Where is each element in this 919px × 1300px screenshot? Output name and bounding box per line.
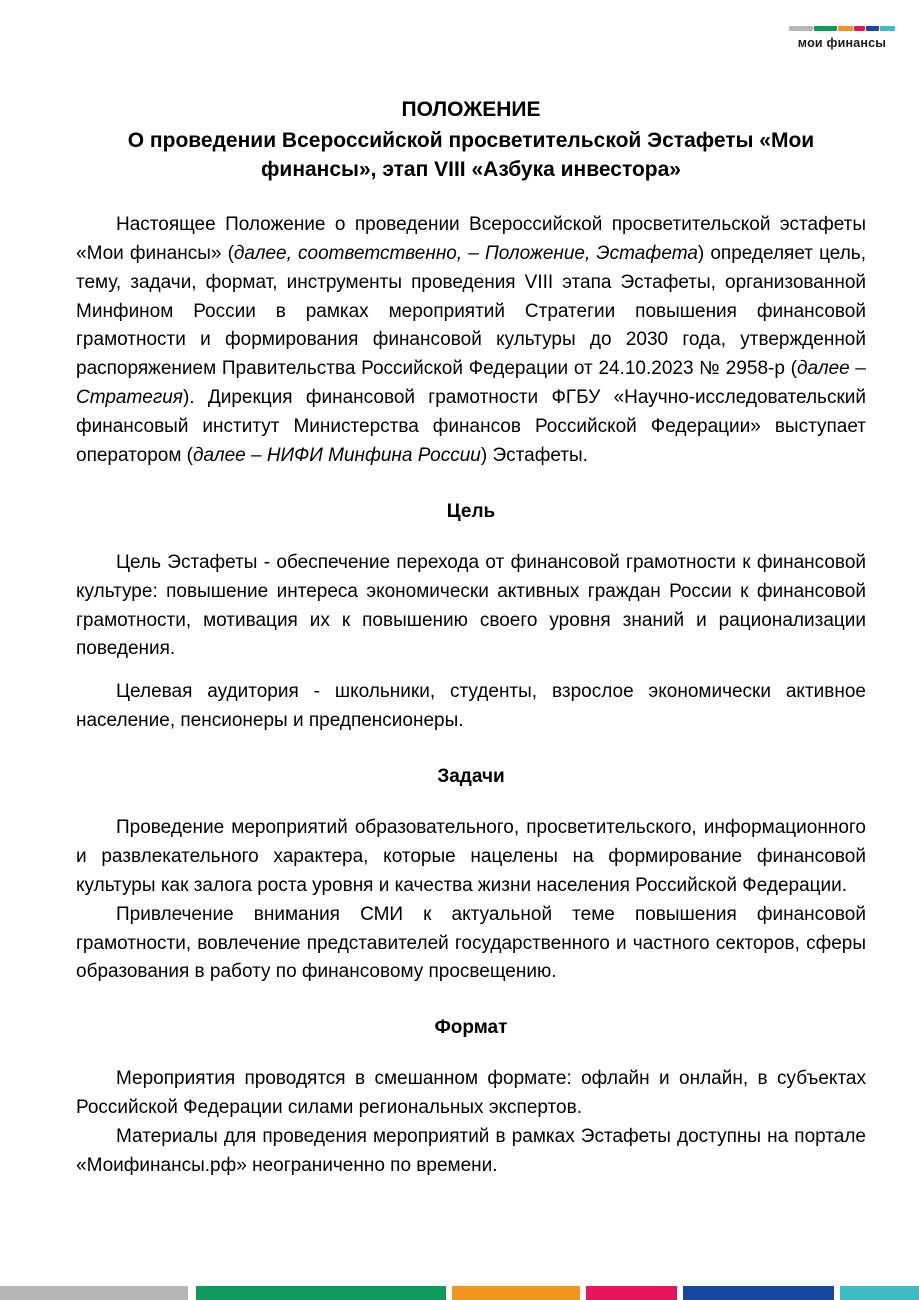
section-heading-format: Формат	[434, 1017, 508, 1039]
logo-bar-segment	[814, 26, 838, 31]
footer-bar-segment	[0, 1286, 188, 1300]
title-line-1: ПОЛОЖЕНИЕ	[401, 98, 541, 121]
section-heading-tasks: Задачи	[437, 766, 505, 788]
logo-color-bar-icon	[789, 26, 895, 31]
logo-bar-segment	[838, 26, 853, 31]
footer-color-bar	[0, 1286, 919, 1300]
footer-bar-segment	[452, 1286, 581, 1300]
footer-bar-segment	[840, 1286, 919, 1300]
intro-text-1: Настоящее Положение о проведении Всероссийской просветительской эстафеты «Мои финансы» (	[76, 213, 866, 264]
document-body	[76, 96, 866, 1181]
footer-bar-segment	[586, 1286, 677, 1300]
logo-bar-segment	[854, 26, 865, 31]
intro-paragraph	[76, 211, 866, 471]
footer-bar-segment	[683, 1286, 833, 1300]
logo-bar-segment	[866, 26, 879, 31]
logo-bar-segment	[789, 26, 813, 31]
format-paragraph-2: Материалы для проведения мероприятий в рамках Эстафеты доступны на портале «Моифинансы.рф» неограниченно по времени.	[76, 1126, 866, 1176]
title-line-2: О проведении Всероссийской просветительской Эстафеты «Мои финансы», этап VIII «Азбука инвестора»	[127, 128, 815, 181]
document-title	[76, 96, 866, 185]
intro-text-4: ) Эстафеты.	[480, 444, 588, 466]
section-heading-goal: Цель	[446, 500, 496, 522]
intro-italic-3: далее – НИФИ Минфина России	[193, 444, 481, 466]
footer-bar-segment	[196, 1286, 445, 1300]
goal-paragraph-1: Цель Эстафеты - обеспечение перехода от финансовой грамотности к финансовой культуре: повышение интереса экономически активных граждан России к финансовой грамотности, мотивация их к повышению своего уровня знаний и рационализации поведения.	[76, 551, 866, 660]
intro-text-2: ) определяет цель, тему, задачи, формат, инструменты проведения VIII этапа Эстафеты, организованной Минфином России в рамках мероприятий Стратегии повышения финансовой грамотности и формирования финансовой культуры до 2030 года, утвержденной распоряжением Правительства Российской Федерации от 24.10.2023 № 2958-р (	[76, 242, 866, 380]
page-header	[0, 0, 919, 90]
logo-text: мои финансы	[797, 36, 887, 50]
intro-italic-1: далее, соответственно, – Положение, Эстафета	[233, 242, 698, 264]
logo-bar-segment	[880, 26, 895, 31]
goal-paragraph-2: Целевая аудитория - школьники, студенты, взрослое экономически активное население, пенсионеры и предпенсионеры.	[76, 681, 866, 732]
brand-logo	[789, 26, 895, 50]
intro-text-3: ). Дирекция финансовой грамотности ФГБУ «Научно-исследовательский финансовый институт Министерства финансов Российской Федерации» выступает оператором (	[76, 387, 866, 466]
tasks-paragraph-2: Привлечение внимания СМИ к актуальной теме повышения финансовой грамотности, вовлечение представителей государственного и частного секторов, сферы образования в работу по финансовому просвещению.	[76, 903, 866, 983]
tasks-paragraph-1: Проведение мероприятий образовательного, просветительского, информационного и развлекательного характера, которые нацелены на формирование финансовой культуры как залога роста уровня и качества жизни населения Российской Федерации.	[76, 817, 866, 896]
intro-italic-2: далее – Стратегия	[76, 358, 866, 409]
format-paragraph-1: Мероприятия проводятся в смешанном формате: офлайн и онлайн, в субъектах Российской Федерации силами региональных экспертов.	[76, 1068, 866, 1119]
